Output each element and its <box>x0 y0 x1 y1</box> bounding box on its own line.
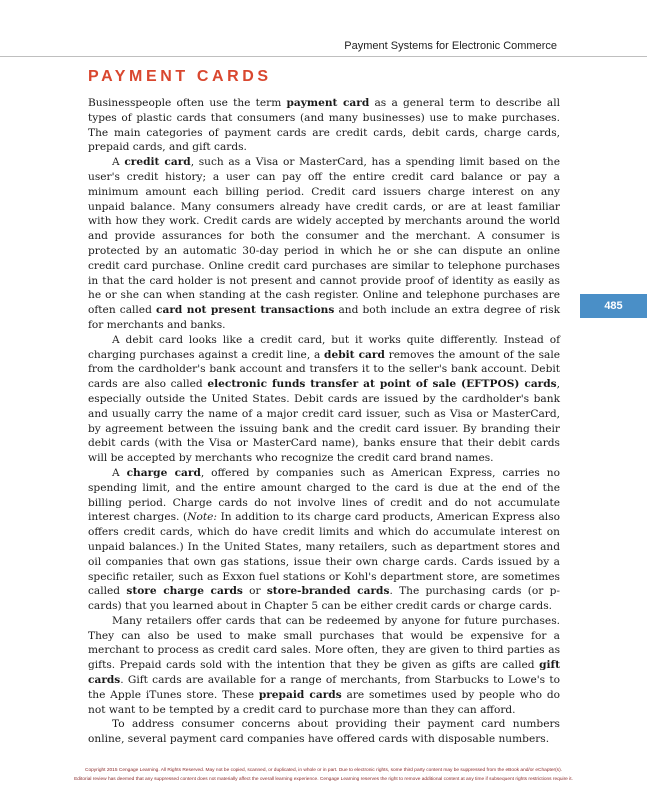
paragraph <box>88 717 560 747</box>
key-term: prepaid cards <box>258 688 342 701</box>
header-rule <box>0 56 647 57</box>
text-run: A <box>112 156 125 169</box>
text-run: or <box>242 585 267 598</box>
copyright-footer <box>0 766 647 784</box>
text-run: , offered by companies such as American Express, carries no spending limit, and the entire amount charged to the card is due at the end of the billing period. Charge cards do not involve lines of credit and do not accumulate interest charges. ( <box>88 466 560 524</box>
text-run: as a general term to describe all types of plastic cards that consumers (and many businesses) use to make purchases. The main categories of payment cards are credit cards, debit cards, charge cards, prepaid cards, and gift cards. <box>88 97 561 154</box>
text-run: are sometimes used by people who do not want to be tempted by a credit card to purchase more than they can afford. <box>88 688 561 716</box>
text-run: removes the amount of the sale from the cardholder's bank account and transfers it to the seller's bank account. Debit cards are also called <box>88 348 561 391</box>
text-run: A <box>112 466 127 479</box>
page-number-tab: 485 <box>580 294 647 318</box>
copyright-line: Copyright 2015 Cengage Learning. All Rights Reserved. May not be copied, scanned, or duplicated, in whole or in part. Due to electronic rights, some third party content may be suppressed from the eBook and/or eChapter(s). <box>84 768 563 773</box>
running-head: Payment Systems for Electronic Commerce <box>344 40 557 52</box>
key-term: gift cards <box>88 659 560 687</box>
text-run: Many retailers offer cards that can be redeemed by anyone for future purchases. They can also be used to make small purchases that would be expensive for a merchant to process as credit card sales. More often, they are given to third parties as gifts. Prepaid cards sold with the intention that they be given as gifts are called <box>88 614 560 672</box>
paragraph <box>88 155 560 333</box>
key-term: charge card <box>126 466 201 479</box>
key-term: payment card <box>286 97 370 109</box>
text-run: , especially outside the United States. Debit cards are issued by the cardholder's bank and usually carry the name of a major credit card issuer, such as Visa or MasterCard, by agreement between the issuing bank and the credit card issuer. By branding their debit cards (with the Visa or MasterCard name), banks ensure that their debit cards will be accepted by merchants who recognize the credit card brand names. <box>88 378 561 465</box>
paragraph <box>88 96 560 155</box>
key-term: store-branded cards <box>266 585 390 598</box>
copyright-line: Editorial review has deemed that any suppressed content does not materially affect the overall learning experience. Cengage Learning reserves the right to remove additional content at any time if subsequent rights restrictions require it. <box>74 777 573 782</box>
key-term: store charge cards <box>126 585 243 598</box>
section-title: PAYMENT CARDS <box>88 68 272 85</box>
text-run: In addition to its charge card products, American Express also offers credit cards, which do have credit limits and which do accumulate interest on unpaid balances.) In the United States, many retailers, such as department stores and oil companies that own gas stations, issue their own charge cards. Cards issued by a specific retailer, such as Exxon fuel stations or Kohl's department store, are sometimes called <box>88 511 561 598</box>
text-run: . The purchasing cards (or p-cards) that you learned about in Chapter 5 can be either credit cards or charge cards. <box>88 585 560 613</box>
paragraph <box>88 614 560 718</box>
text-run: , such as a Visa or MasterCard, has a spending limit based on the user's credit history; a user can pay off the entire credit card balance or pay a minimum amount each billing period. Credit card issuers charge interest on any unpaid balance. Many consumers already have credit cards, or are at least familiar with how they work. Credit cards are widely accepted by merchants around the world and provide assurances for both the consumer and the merchant. A consumer is protected by an automatic 30-day period in which he or she can dispute an online credit card purchase. Online credit card purchases are similar to telephone purchases in that the card holder is not present and cannot provide proof of identity as easily as he or she can when standing at the cash register. Online and telephone purchases are often called <box>88 156 560 317</box>
text-run: and both include an extra degree of risk for merchants and banks. <box>88 304 561 331</box>
text-run: A debit card looks like a credit card, but it works quite differently. Instead of charging purchases against a credit line, a <box>88 333 560 361</box>
text-run: To address consumer concerns about providing their payment card numbers online, several payment card companies have offered cards with disposable numbers. <box>88 718 560 746</box>
text-run: . Gift cards are available for a range of merchants, from Starbucks to Lowe's to the Apple iTunes store. These <box>88 674 560 701</box>
text-run: Businesspeople often use the term <box>88 97 287 109</box>
key-term: credit card <box>124 156 191 169</box>
key-term: debit card <box>324 348 385 361</box>
paragraph <box>88 466 560 614</box>
paragraph <box>88 333 560 466</box>
emphasis: Note: <box>187 511 217 524</box>
body-text <box>88 96 560 747</box>
key-term: electronic funds transfer at point of sale (EFTPOS) cards <box>207 378 557 391</box>
key-term: card not present transactions <box>156 304 335 317</box>
